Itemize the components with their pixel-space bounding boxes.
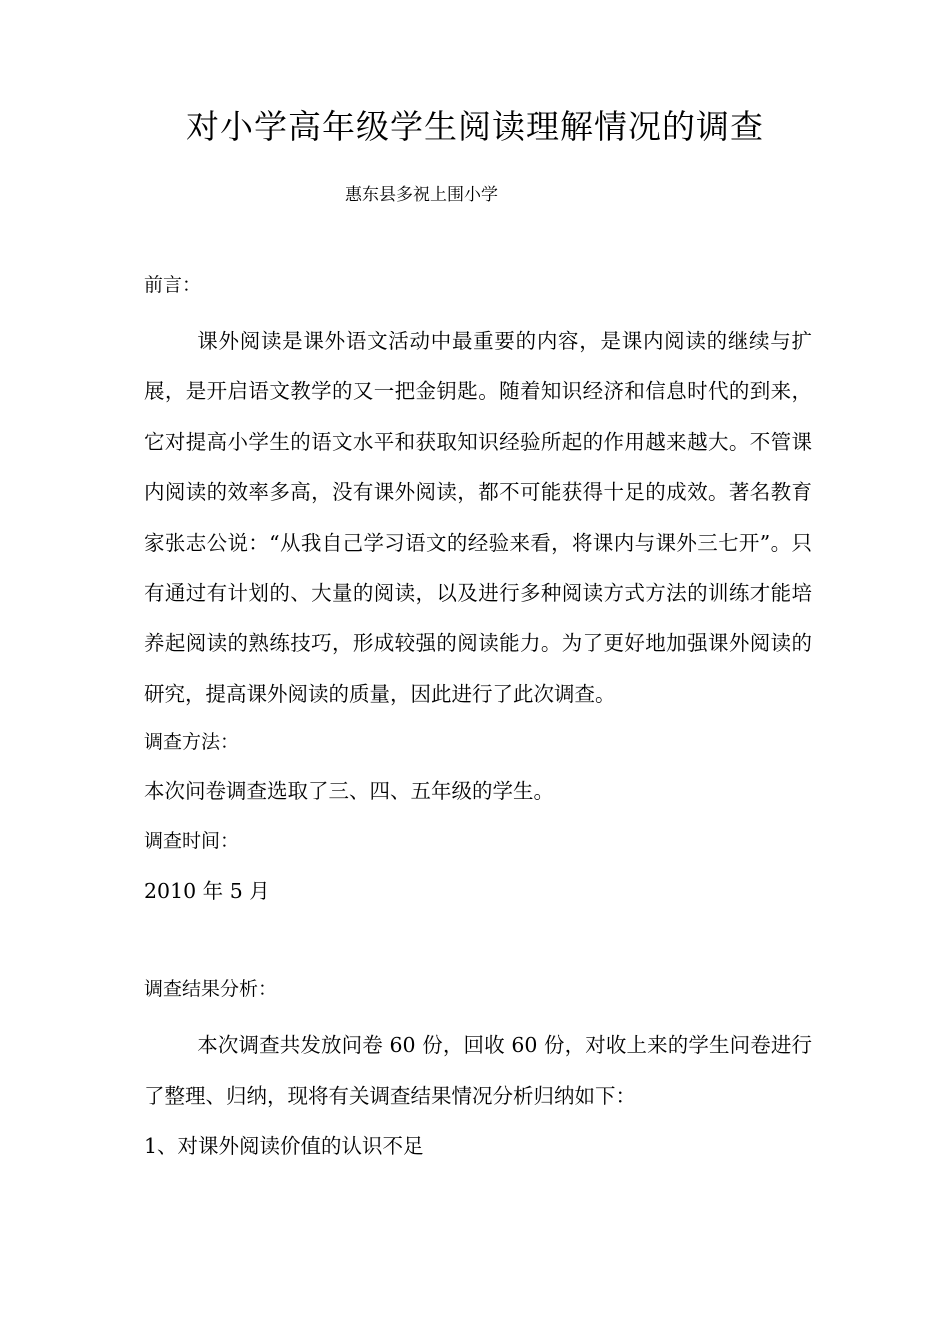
preface-heading: 前言： bbox=[144, 274, 202, 296]
document-body bbox=[144, 272, 812, 1159]
time-heading: 调查时间： bbox=[144, 830, 240, 853]
document-title: 对小学高年级学生阅读理解情况的调查 bbox=[186, 107, 764, 146]
results-heading: 调查结果分析： bbox=[144, 978, 278, 1001]
document-author: 惠东县多祝上围小学 bbox=[345, 185, 498, 205]
method-text: 本次问卷调查选取了三、四、五年级的学生。 bbox=[144, 779, 554, 804]
time-text: 2010 年 5 月 bbox=[144, 879, 270, 904]
method-heading: 调查方法： bbox=[144, 731, 240, 754]
results-paragraph: 本次调查共发放问卷 60 份，回收 60 份，对收上来的学生问卷进行了整理、归纳，现将有关调查结果情况分析归纳如下： bbox=[144, 1033, 812, 1108]
results-item-1: 1、对课外阅读价值的认识不足 bbox=[144, 1134, 424, 1159]
preface-paragraph: 课外阅读是课外语文活动中最重要的内容，是课内阅读的继续与扩展，是开启语文教学的又一把金钥匙。随着知识经济和信息时代的到来，它对提高小学生的语文水平和获取知识经验所起的作用越来越大。不管课内阅读的效率多高，没有课外阅读，都不可能获得十足的成效。著名教育家张志公说：“从我自己学习语文的经验来看，将课内与课外三七开”。只有通过有计划的、大量的阅读，以及进行多种阅读方式方法的训练才能培养起阅读的熟练技巧，形成较强的阅读能力。为了更好地加强课外阅读的研究，提高课外阅读的质量，因此进行了此次调查。 bbox=[144, 329, 812, 706]
